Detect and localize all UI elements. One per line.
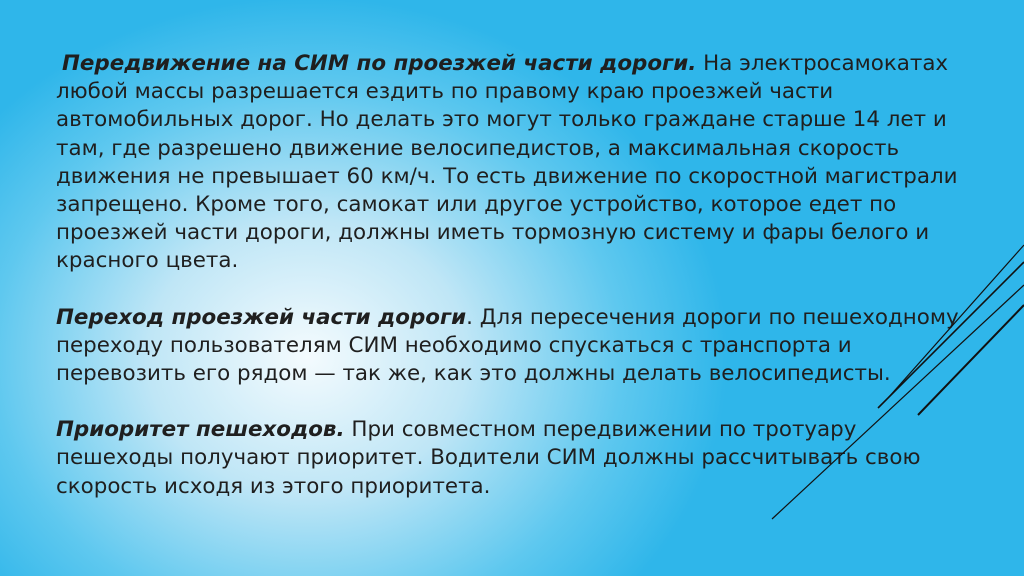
paragraph-body: . Для пересечения дороги по пешеходному переходу пользователям СИМ необходимо спускаться с транспорта и перевозить его рядом — так же, как это должны делать велосипедисты. xyxy=(56,304,959,387)
paragraph-body: При совместном передвижении по тротуару пешеходы получают приоритет. Водители СИМ должны рассчитывать свою скорость исходя из этого приоритета. xyxy=(56,417,921,499)
paragraph-body: На электросамокатах любой массы разрешается ездить по правому краю проезжей части автомобильных дорог. Но делать это могут только граждане старше 14 лет и там, где разрешено движение велосипедистов, а максимальная скорость движения не превышает 60 км/ч. То есть движение по скоростной магистрали запрещено. Кроме того, самокат или другое устройство, которое едет по проезжей части дороги, должны иметь тормозную систему и фары белого и красного цвета. xyxy=(56,51,958,274)
decor-line-4 xyxy=(772,285,1024,519)
paragraph-heading: Переход проезжей части дороги xyxy=(56,304,467,330)
paragraph-heading: Передвижение на СИМ по проезжей части дороги. xyxy=(62,51,697,76)
paragraph-heading: Приоритет пешеходов. xyxy=(56,417,345,443)
decor-line-3 xyxy=(918,305,1024,415)
decor-line-1 xyxy=(878,262,1024,408)
